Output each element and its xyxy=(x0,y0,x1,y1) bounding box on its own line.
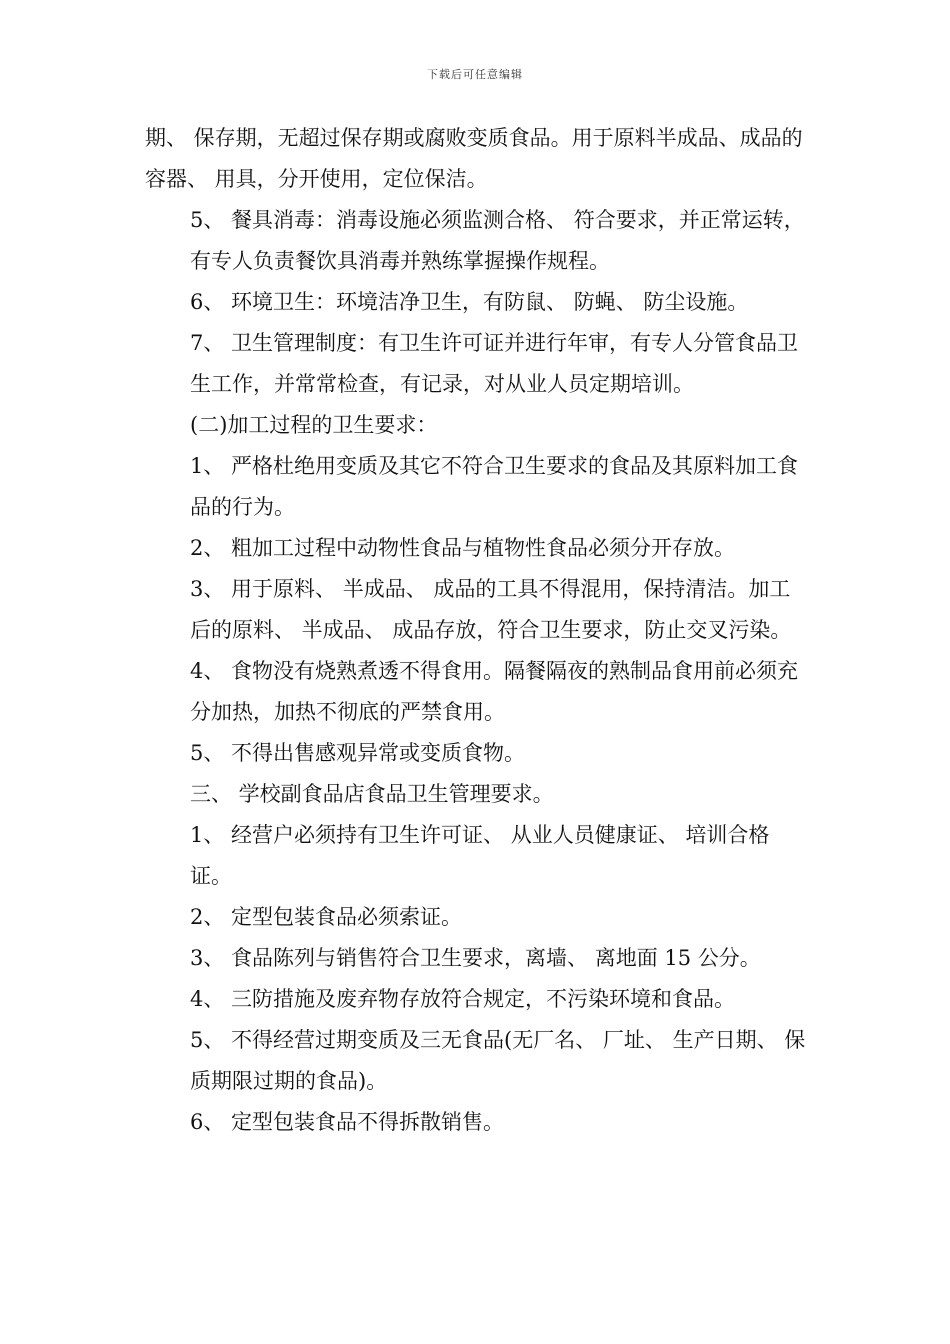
paragraph-12: 1、 经营户必须持有卫生许可证、 从业人员健康证、 培训合格证。 xyxy=(190,823,770,888)
paragraph-16: 5、 不得经营过期变质及三无食品(无厂名、 厂址、 生产日期、 保质期限过期的食品)。 xyxy=(190,1028,806,1093)
paragraph-11: 三、 学校副食品店食品卫生管理要求。 xyxy=(190,782,554,806)
page-header: 下载后可任意编辑 xyxy=(427,68,523,81)
paragraph-17: 6、 定型包装食品不得拆散销售。 xyxy=(190,1110,505,1134)
paragraph-14: 3、 食品陈列与销售符合卫生要求，离墙、 离地面 15 公分。 xyxy=(190,946,761,970)
document-body xyxy=(145,118,810,1143)
paragraph-7: 2、 粗加工过程中动物性食品与植物性食品必须分开存放。 xyxy=(190,536,736,560)
paragraph-15: 4、 三防措施及废弃物存放符合规定，不污染环境和食品。 xyxy=(190,987,736,1011)
paragraph-10: 5、 不得出售感观异常或变质食物。 xyxy=(190,741,526,765)
paragraph-6: 1、 严格杜绝用变质及其它不符合卫生要求的食品及其原料加工食品的行为。 xyxy=(190,454,799,519)
paragraph-2: 5、 餐具消毒：消毒设施必须监测合格、 符合要求，并正常运转，有专人负责餐饮具消毒并熟练掌握操作规程。 xyxy=(190,208,805,273)
paragraph-3: 6、 环境卫生：环境洁净卫生，有防鼠、 防蝇、 防尘设施。 xyxy=(190,290,749,314)
paragraph-5: (二)加工过程的卫生要求： xyxy=(190,413,438,437)
paragraph-13: 2、 定型包装食品必须索证。 xyxy=(190,905,463,929)
paragraph-9: 4、 食物没有烧熟煮透不得食用。隔餐隔夜的熟制品食用前必须充分加热，加热不彻底的严禁食用。 xyxy=(190,659,799,724)
paragraph-8: 3、 用于原料、 半成品、 成品的工具不得混用，保持清洁。加工后的原料、 半成品、 成品存放，符合卫生要求，防止交叉污染。 xyxy=(190,577,792,642)
paragraph-4: 7、 卫生管理制度：有卫生许可证并进行年审，有专人分管食品卫生工作，并常常检查，有记录，对从业人员定期培训。 xyxy=(190,331,799,396)
paragraph-1: 期、 保存期，无超过保存期或腐败变质食品。用于原料半成品、成品的容器、 用具，分开使用，定位保洁。 xyxy=(145,126,803,191)
